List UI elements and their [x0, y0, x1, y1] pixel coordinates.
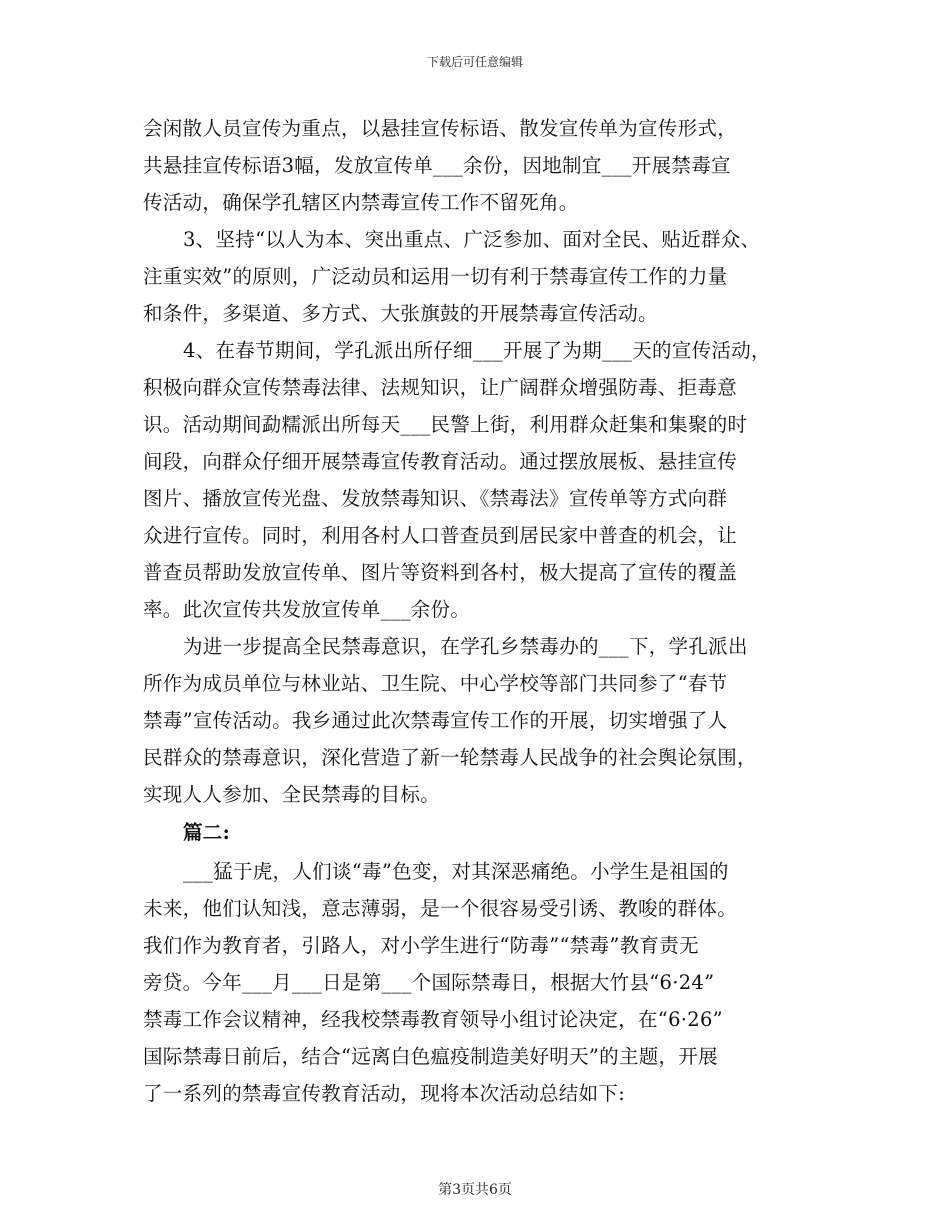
body-line: 图片、播放宣传光盘、发放禁毒知识、《禁毒法》宣传单等方式向群: [143, 487, 728, 510]
body-line: 禁毒工作会议精神，经我校禁毒教育领导小组讨论决定，在“6·26”: [143, 1008, 723, 1031]
body-line: 间段，向群众仔细开展禁毒宣传教育活动。通过摆放展板、悬挂宣传: [143, 450, 738, 473]
body-line: 3、坚持“以人为本、突出重点、广泛参加、面对全民、贴近群众、: [183, 228, 761, 251]
page-footer: 第3页共6页: [438, 1182, 512, 1198]
body-line: 禁毒”宣传活动。我乡通过此次禁毒宣传工作的开展，切实增强了人: [143, 709, 728, 732]
body-line: 识。活动期间勐糯派出所每天___民警上街，利用群众赶集和集聚的时: [143, 413, 748, 436]
section-heading: 篇二:: [183, 821, 231, 844]
document-body: [143, 110, 813, 1112]
body-line: 普查员帮助发放宣传单、图片等资料到各村，极大提高了宣传的覆盖: [143, 561, 738, 584]
body-line: 民群众的禁毒意识，深化营造了新一轮禁毒人民战争的社会舆论氛围，: [143, 746, 757, 769]
body-line: 4、在春节期间，学孔派出所仔细___开展了为期___天的宣传活动，: [183, 339, 771, 362]
body-line: 共悬挂宣传标语3幅，发放宣传单___余份，因地制宜___开展禁毒宣: [143, 154, 731, 177]
page-header: 下载后可任意编辑: [426, 55, 523, 69]
body-line: 率。此次宣传共发放宣传单___余份。: [143, 598, 471, 621]
body-line: 为进一步提高全民禁毒意识，在学孔乡禁毒办的___下，学孔派出: [183, 635, 748, 658]
body-line: 国际禁毒日前后，结合“远离白色瘟疫制造美好明天”的主题，开展: [143, 1045, 718, 1068]
body-line: 和条件，多渠道、多方式、大张旗鼓的开展禁毒宣传活动。: [143, 302, 658, 325]
body-line: 积极向群众宣传禁毒法律、法规知识，让广阔群众增强防毒、拒毒意: [143, 376, 738, 399]
body-line: 会闲散人员宣传为重点，以悬挂宣传标语、散发宣传单为宣传形式，: [143, 117, 738, 140]
body-line: 众进行宣传。同时，利用各村人口普查员到居民家中普查的机会，让: [143, 524, 738, 547]
body-line: 未来，他们认知浅，意志薄弱，是一个很容易受引诱、教唆的群体。: [143, 897, 738, 920]
body-line: ___猛于虎，人们谈“毒”色变，对其深恶痛绝。小学生是祖国的: [183, 860, 729, 883]
body-line: 旁贷。今年___月___日是第___个国际禁毒日，根据大竹县“6·24”: [143, 971, 715, 994]
body-line: 所作为成员单位与林业站、卫生院、中心学校等部门共同参了“春节: [143, 672, 728, 695]
body-line: 注重实效”的原则，广泛动员和运用一切有利于禁毒宣传工作的力量: [143, 265, 728, 288]
body-line: 了一系列的禁毒宣传教育活动，现将本次活动总结如下:: [143, 1082, 626, 1105]
body-line: 我们作为教育者，引路人，对小学生进行“防毒”“禁毒”教育责无: [143, 934, 699, 957]
body-line: 传活动，确保学孔辖区内禁毒宣传工作不留死角。: [143, 191, 579, 214]
body-line: 实现人人参加、全民禁毒的目标。: [143, 783, 441, 806]
